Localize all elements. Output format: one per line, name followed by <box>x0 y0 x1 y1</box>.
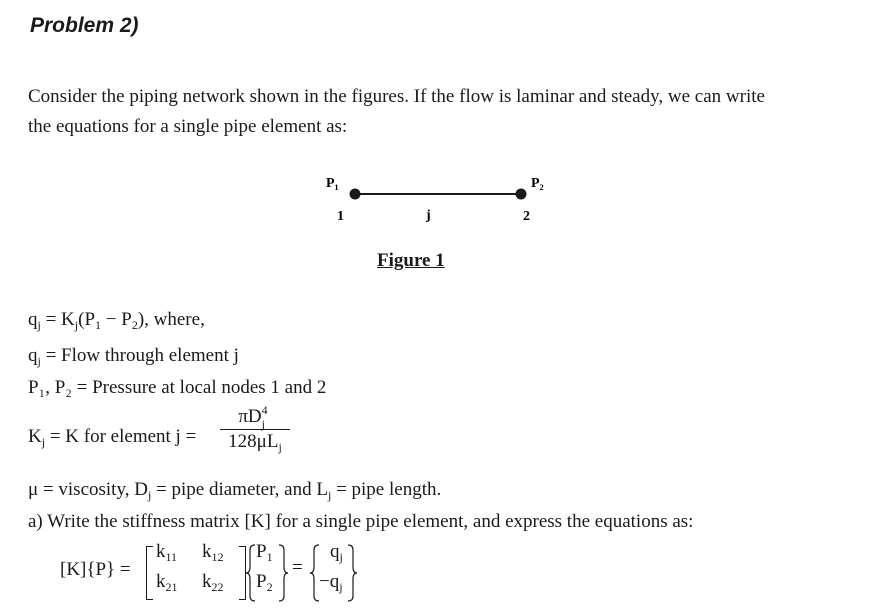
matrix-lhs: [K]{P} = <box>60 559 131 580</box>
k-matrix-left-bracket <box>146 546 153 600</box>
p1-entry <box>256 541 273 563</box>
definition-q <box>28 345 239 367</box>
q1-sub: j <box>339 550 343 564</box>
p-vector-right-brace <box>277 544 289 602</box>
def-q-sym: q <box>28 345 38 366</box>
p2-sym: P <box>256 571 267 592</box>
p1-vec-sub: 1 <box>266 550 273 564</box>
q2-sub: j <box>339 580 343 594</box>
node-2-dot <box>516 189 527 200</box>
q1-entry <box>330 541 343 563</box>
matrix-equals: = <box>292 557 303 578</box>
k-denominator <box>220 431 290 453</box>
k22-entry <box>202 571 224 593</box>
k11-sym: k <box>156 541 166 562</box>
def-mu-sub2: j <box>327 488 332 502</box>
q1-sym: q <box>330 541 340 562</box>
part-a-question: a) Write the stiffness matrix [K] for a single pipe element, and express the equations as: <box>28 511 694 532</box>
k-numerator: πD 4 j <box>238 403 268 431</box>
k-num-text: πD <box>238 406 262 427</box>
def-mu-sub: j <box>147 488 152 502</box>
node-1-pressure-label: P₁ <box>326 176 339 191</box>
q2-entry <box>319 571 343 593</box>
p2-sub: 2 <box>131 318 138 332</box>
flow-lhs-sub: j <box>37 318 41 332</box>
flow-equation <box>28 309 205 331</box>
k21-sym: k <box>156 571 166 592</box>
p1-sub: 1 <box>95 318 102 332</box>
flow-tail: (P <box>78 309 96 330</box>
q2-sym: −q <box>319 571 340 592</box>
element-label: j <box>426 208 431 223</box>
k11-sub: 11 <box>165 550 178 564</box>
flow-lhs: q <box>28 309 38 330</box>
k22-sub: 22 <box>211 580 224 594</box>
def-mu-text: μ = viscosity, D <box>28 479 148 500</box>
def-k-sub: j <box>41 435 46 449</box>
k12-sym: k <box>202 541 212 562</box>
node-2-pressure-label: P₂ <box>531 176 544 191</box>
k-fraction <box>220 403 290 454</box>
flow-minus: − P <box>101 309 132 330</box>
flow-rhs-sub: j <box>74 318 79 332</box>
flow-rhs: = K <box>40 309 75 330</box>
intro-text-line-1: Consider the piping network shown in the figures. If the flow is laminar and steady, we can write <box>28 86 765 107</box>
k-den-text: 128μL <box>228 431 279 452</box>
def-mu-text3: = pipe length. <box>331 479 442 500</box>
p1-sym: P <box>256 541 267 562</box>
q-vector-right-brace <box>346 544 358 602</box>
k22-sym: k <box>202 571 212 592</box>
def-k-text: = K for element j = <box>45 426 197 447</box>
def-q-text: = Flow through element j <box>40 345 239 366</box>
node-1-number: 1 <box>337 209 344 224</box>
k21-sub: 21 <box>165 580 178 594</box>
k21-entry <box>156 571 178 593</box>
def-mu-text2: = pipe diameter, and L <box>151 479 328 500</box>
k12-entry <box>202 541 224 563</box>
definition-k <box>28 426 196 448</box>
flow-end: ), where, <box>137 309 205 330</box>
definition-p: P₁, P₂ = Pressure at local nodes 1 and 2 <box>28 377 327 398</box>
problem-title: Problem 2) <box>30 14 139 37</box>
intro-text-line-2: the equations for a single pipe element as: <box>28 116 348 137</box>
k12-sub: 12 <box>211 550 224 564</box>
def-q-sub: j <box>37 354 41 368</box>
figure-caption: Figure 1 <box>377 250 445 271</box>
def-k-sym: K <box>28 426 42 447</box>
k-den-sub: j <box>278 440 282 454</box>
p2-entry <box>256 571 273 593</box>
definition-mu-d-l <box>28 479 441 501</box>
p2-vec-sub: 2 <box>266 580 273 594</box>
k11-entry <box>156 541 177 563</box>
node-2-number: 2 <box>523 209 530 224</box>
node-1-dot <box>350 189 361 200</box>
fraction-bar <box>220 429 290 430</box>
